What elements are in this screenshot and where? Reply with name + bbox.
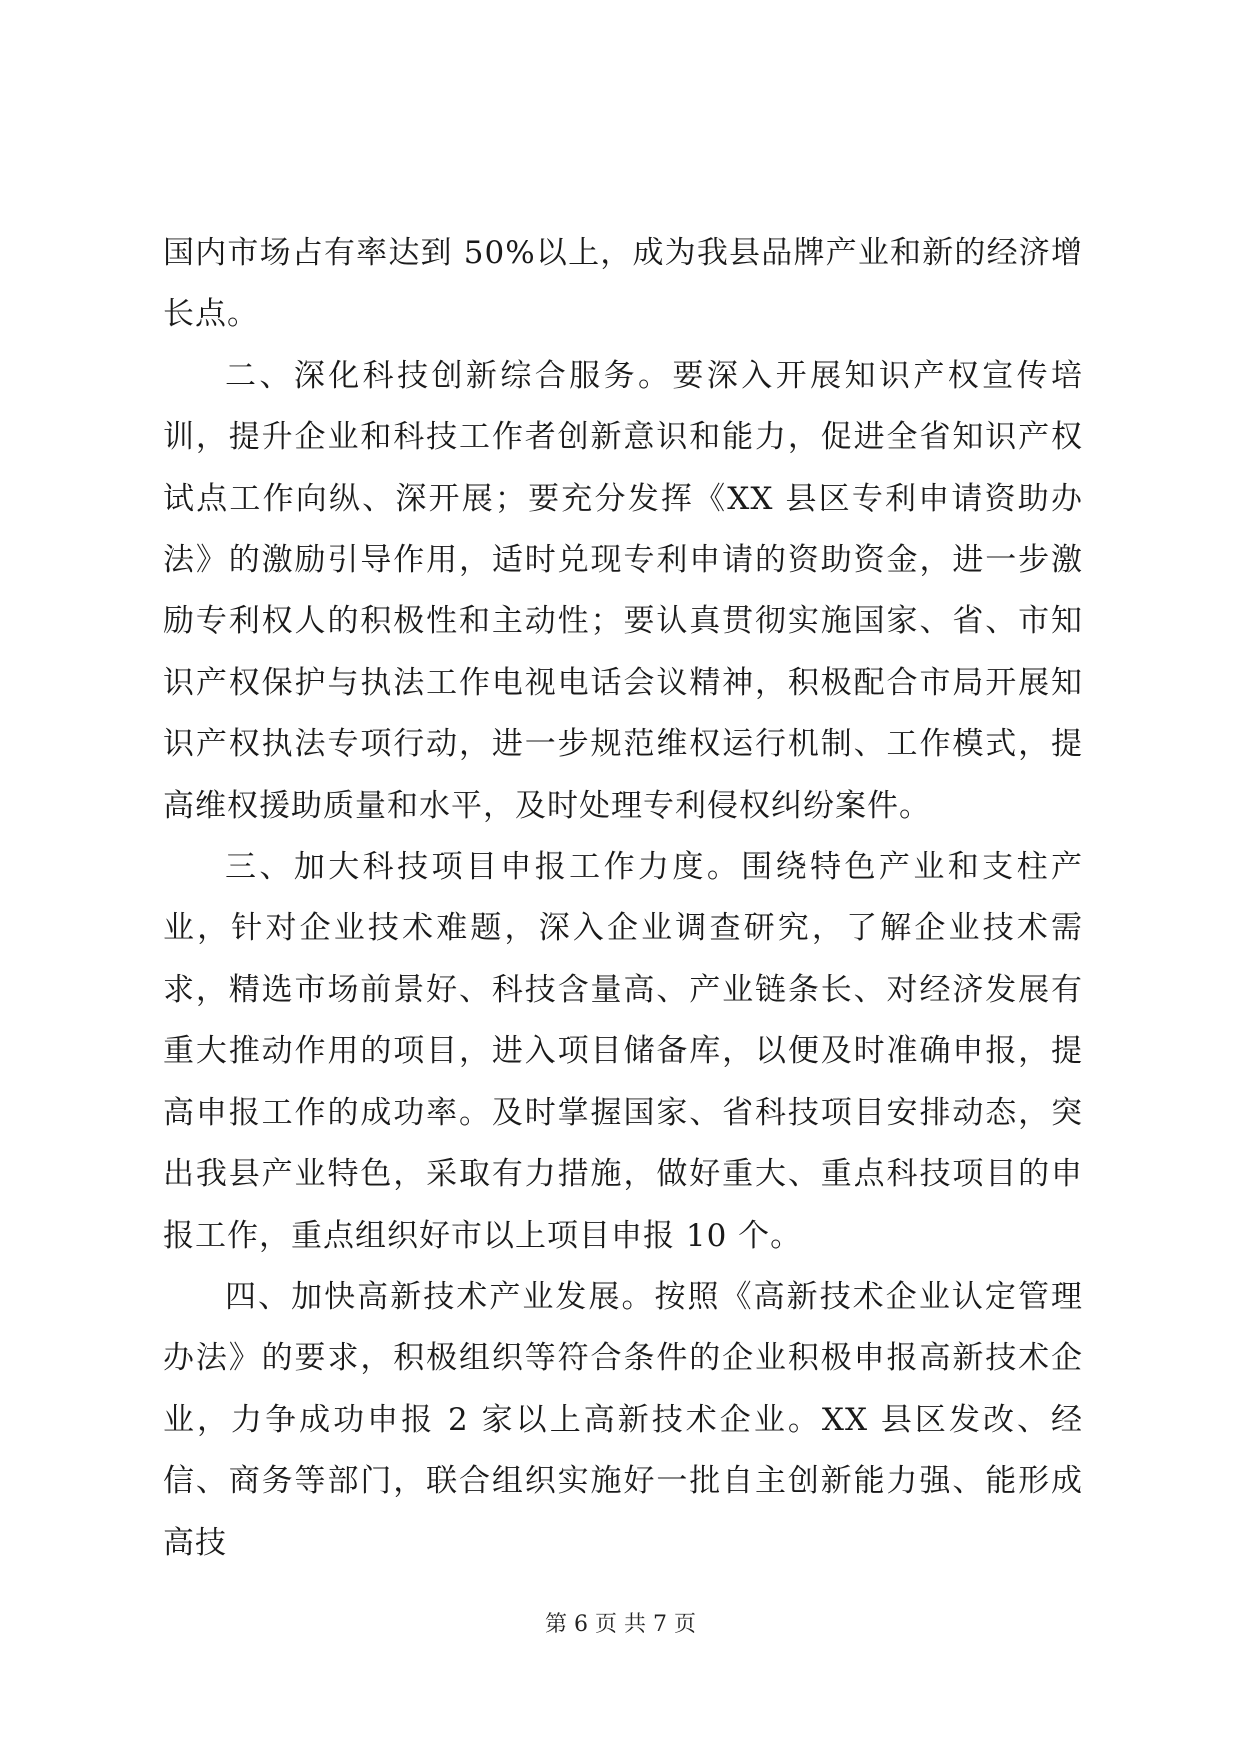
paragraph-section-3: 三、加大科技项目申报工作力度。围绕特色产业和支柱产业，针对企业技术难题，深入企业调查研究，了解企业技术需求，精选市场前景好、科技含量高、产业链条长、对经济发展有重大推动作用的项目，进入项目储备库，以便及时准确申报，提高申报工作的成功率。及时掌握国家、省科技项目安排动态，突出我县产业特色，采取有力措施，做好重大、重点科技项目的申报工作，重点组织好市以上项目申报 10 个。 bbox=[163, 849, 1083, 1254]
paragraph-continuation: 国内市场占有率达到 50%以上，成为我县品牌产业和新的经济增长点。 bbox=[163, 235, 1083, 333]
paragraph-section-4: 四、加快高新技术产业发展。按照《高新技术企业认定管理办法》的要求，积极组织等符合条件的企业积极申报高新技术企业，力争成功申报 2 家以上高新技术企业。XX 县区发改、经信、商务等部门，联合组织实施好一批自主创新能力强、能形成高技 bbox=[163, 1278, 1083, 1561]
page-number-footer: 第 6 页 共 7 页 bbox=[545, 1612, 696, 1637]
document-body bbox=[163, 223, 1083, 1574]
paragraph-section-2: 二、深化科技创新综合服务。要深入开展知识产权宣传培训，提升企业和科技工作者创新意识和能力，促进全省知识产权试点工作向纵、深开展；要充分发挥《XX 县区专利申请资助办法》的激励引导作用，适时兑现专利申请的资助资金，进一步激励专利权人的积极性和主动性；要认真贯彻实施国家、省、市知识产权保护与执法工作电视电话会议精神，积极配合市局开展知识产权执法专项行动，进一步规范维权运行机制、工作模式，提高维权援助质量和水平，及时处理专利侵权纠纷案件。 bbox=[163, 357, 1083, 824]
